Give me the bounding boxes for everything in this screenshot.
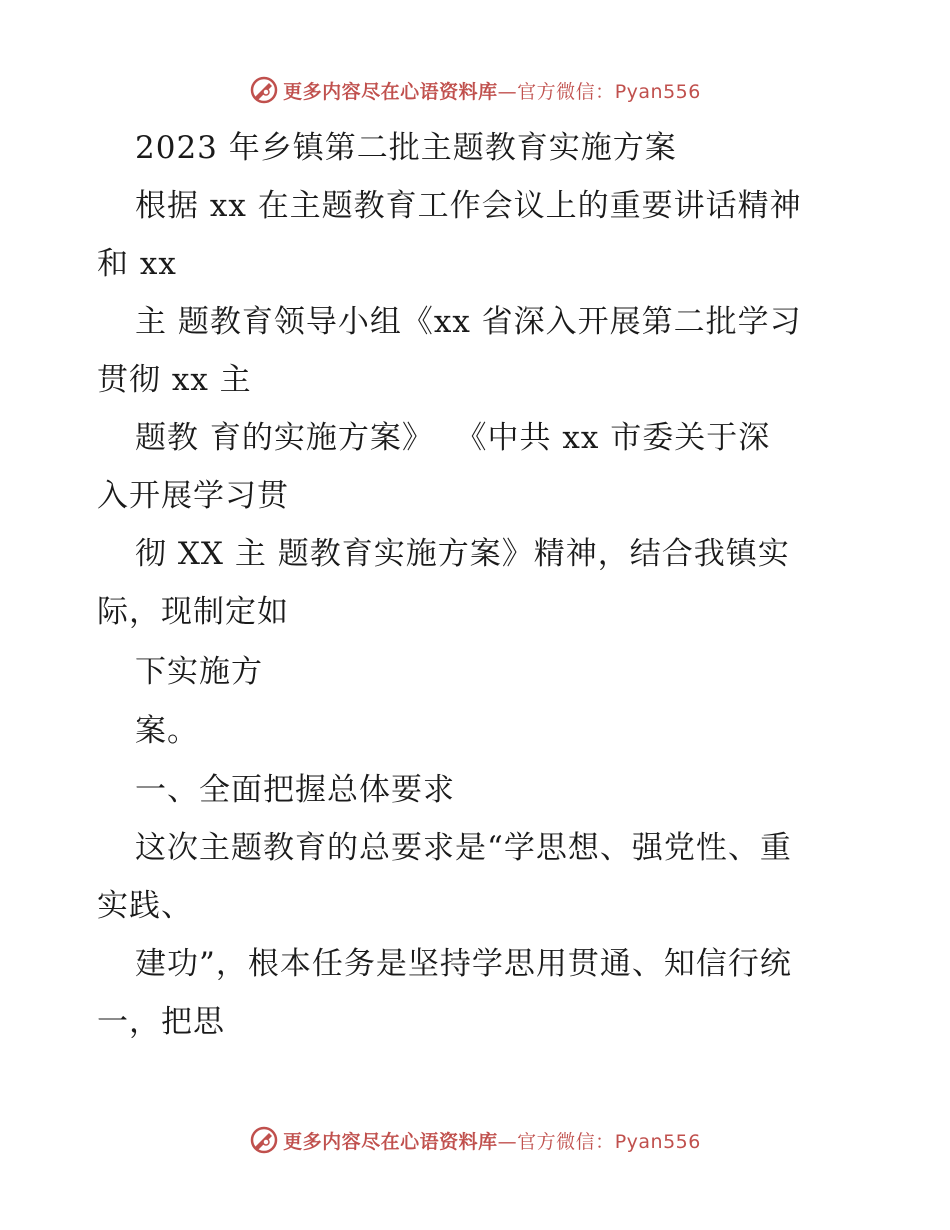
watermark-wechat-label: 官方微信： <box>517 1130 615 1153</box>
document-title: 2023 年乡镇第二批主题教育实施方案 <box>135 130 677 166</box>
paragraph-line: 实践、 <box>97 888 193 924</box>
paragraph-line: 主 题教育领导小组《xx 省深入开展第二批学习 <box>135 304 802 340</box>
watermark-dash: — <box>497 1130 518 1153</box>
paragraph-line: 这次主题教育的总要求是“学思想、强党性、重 <box>135 830 792 866</box>
paragraph-line: 题教 育的实施方案》 《中共 xx 市委关于深 <box>135 420 771 456</box>
section-heading: 一、全面把握总体要求 <box>135 772 455 808</box>
paragraph-line: 际，现制定如 <box>97 594 289 630</box>
watermark-banner-bottom <box>0 1122 950 1158</box>
paragraph-line: 建功”，根本任务是坚持学思用贯通、知信行统 <box>135 946 792 982</box>
paragraph-line: 入开展学习贯 <box>97 478 289 514</box>
paragraph-line: 彻 XX 主 题教育实施方案》精神，结合我镇实 <box>135 536 790 572</box>
watermark-text <box>283 77 701 104</box>
paragraph-line: 根据 xx 在主题教育工作会议上的重要讲话精神 <box>135 188 802 224</box>
watermark-dash: — <box>497 80 518 103</box>
watermark-wechat-id: Pyan556 <box>614 80 701 103</box>
pen-logo-icon <box>249 1125 279 1155</box>
watermark-site-text: 更多内容尽在心语资料库 <box>283 1130 498 1153</box>
paragraph-line: 和 xx <box>97 246 177 282</box>
watermark-wechat-label: 官方微信： <box>517 80 615 103</box>
watermark-site-text: 更多内容尽在心语资料库 <box>283 80 498 103</box>
paragraph-line: 下实施方 <box>135 654 263 690</box>
watermark-wechat-id: Pyan556 <box>614 1130 701 1153</box>
paragraph-line: 贯彻 xx 主 <box>97 362 252 398</box>
watermark-text <box>283 1127 701 1154</box>
watermark-banner-top <box>0 72 950 108</box>
paragraph-line: 一，把思 <box>97 1004 225 1040</box>
paragraph-line: 案。 <box>135 713 199 749</box>
pen-logo-icon <box>249 75 279 105</box>
